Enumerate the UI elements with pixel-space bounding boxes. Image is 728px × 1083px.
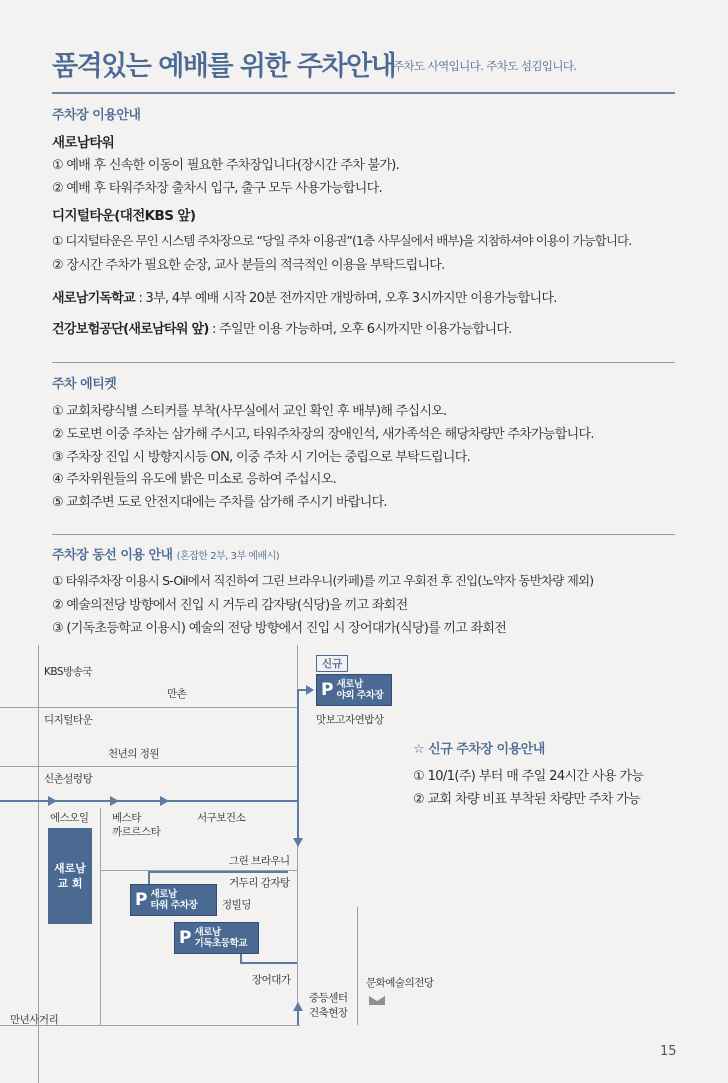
route-arrowhead-up <box>293 1002 303 1011</box>
map-label-manyeon: 만년사거리 <box>10 1014 59 1026</box>
route-line-2: ② 예술의전당 방향에서 진입 시 거두리 감자탕(식당)을 끼고 좌회전 <box>52 598 408 613</box>
etiquette-line-3: ③ 주차장 진입 시 방향지시등 ON, 이중 주차 시 기어는 중립으로 부탁드립니다. <box>52 450 471 465</box>
section-heading-route <box>52 544 279 563</box>
tower-line-1: ① 예배 후 신속한 이동이 필요한 주차장입니다(장시간 주차 불가). <box>52 158 400 173</box>
route-arrowhead-down <box>293 838 303 847</box>
tower-lot-label-1: 새로남 <box>150 889 177 900</box>
new-lot-label-2: 야외 주차장 <box>336 690 384 701</box>
map-label-soil: 에스오일 <box>50 812 89 824</box>
etiquette-line-5: ⑤ 교회주변 도로 안전지대에는 주차를 삼가해 주시기 바랍니다. <box>52 495 387 510</box>
parking-icon: P <box>321 680 334 700</box>
church-label-2: 교 회 <box>57 877 83 890</box>
page-subtitle: 주차도 사역입니다. 주차도 섬김입니다. <box>393 59 577 73</box>
digital-line-2: ② 장시간 주차가 필요한 순장, 교사 분들의 적극적인 이용을 부탁드립니다. <box>52 258 445 273</box>
parking-icon: P <box>179 928 192 948</box>
tower-title: 새로남타워 <box>52 135 115 151</box>
new-outdoor-parking <box>316 674 392 706</box>
map-label-jeongbilding: 정빌딩 <box>222 899 251 911</box>
new-lot-tag: 신규 <box>316 655 348 672</box>
etiquette-line-4: ④ 주차위원들의 유도에 밝은 미소로 응하여 주십시오. <box>52 472 336 487</box>
school-line <box>52 287 557 306</box>
route-line-1: ① 타워주차장 이용시 S-Oil에서 직진하여 그린 브라우니(카페)를 끼고 우회전 후 진입(노약자 동반차량 제외) <box>52 573 594 588</box>
route-heading-note: (혼잡한 2부, 3부 예배시) <box>176 551 280 562</box>
route-arrowhead-1 <box>48 796 57 806</box>
route-arrow-tower-entry <box>148 871 150 885</box>
route-arrow-school-h <box>240 962 297 964</box>
map-label-kbs: KBS방송국 <box>44 666 92 678</box>
route-arrow-main <box>0 800 298 802</box>
school-label: 새로남기독학교 <box>52 291 136 306</box>
map-label-digital: 디지털타운 <box>44 714 93 726</box>
section-divider-1 <box>52 362 675 363</box>
page-title: 품격있는 예배를 위한 주차안내 <box>52 51 396 82</box>
map-label-green: 그린 브라우니 <box>229 855 290 867</box>
map-label-seogu: 서구보건소 <box>197 812 246 824</box>
map-label-besta2: 까르르스타 <box>112 826 161 838</box>
map-label-manchon: 만촌 <box>167 688 187 700</box>
insurance-label: 건강보험공단(새로남타워 앞) <box>52 322 209 337</box>
section-divider-2 <box>52 534 675 535</box>
page-number: 15 <box>660 1044 677 1059</box>
map-label-jungdeung: 중등센터 <box>309 992 348 1004</box>
road-inner-vertical <box>100 808 101 1025</box>
road-h-2 <box>0 766 298 767</box>
route-heading-text: 주차장 동선 이용 안내 <box>52 548 173 563</box>
parking-icon: P <box>135 890 148 910</box>
school-lot-label-2: 기독초등학교 <box>194 938 248 949</box>
new-lot-info-line-1: ① 10/1(주) 부터 매 주일 24시간 사용 가능 <box>413 769 644 784</box>
school-lot-label-1: 새로남 <box>194 927 221 938</box>
header-divider <box>52 92 675 94</box>
church-building <box>48 828 92 924</box>
route-arrowhead-3 <box>160 796 169 806</box>
road-h-1 <box>0 707 298 708</box>
route-arrow-tower-h <box>148 871 288 873</box>
school-text: : 3부, 4부 예배 시작 20분 전까지만 개방하며, 오후 3시까지만 이용가능합니다. <box>135 291 557 306</box>
new-lot-label-1: 새로남 <box>336 679 363 690</box>
digital-title: 디지털타운(대전KBS 앞) <box>52 208 196 224</box>
church-label-1: 새로남 <box>54 862 86 875</box>
insurance-line <box>52 318 512 337</box>
etiquette-line-1: ① 교회차량식별 스티커를 부착(사무실에서 교인 확인 후 배부)해 주십시오. <box>52 404 447 419</box>
route-line-3: ③ (기독초등학교 이용시) 예술의 전당 방향에서 진입 시 장어대가(식당)를 끼고 좌회전 <box>52 621 507 636</box>
etiquette-line-2: ② 도로변 이중 주차는 삼가해 주시고, 타워주차장의 장애인석, 새가족석은 해당차량만 주차가능합니다. <box>52 427 594 442</box>
map-label-jungdeung2: 건축현장 <box>309 1007 348 1019</box>
map-label-besta: 베스타 <box>112 812 141 824</box>
tower-lot-label-2: 타워 주차장 <box>150 900 198 911</box>
route-arrow-down <box>297 690 299 840</box>
road-right-vertical <box>357 907 358 1025</box>
new-lot-info-line-2: ② 교회 차량 비표 부착된 차량만 주차 가능 <box>413 792 641 807</box>
arts-center-icon <box>368 994 386 1006</box>
new-lot-info-heading: ☆ 신규 주차장 이용안내 <box>413 742 545 757</box>
tower-parking <box>130 884 217 916</box>
map-label-geoduri: 거두리 감자탕 <box>229 877 290 889</box>
digital-line-1: ① 디지털타운은 무인 시스템 주차장으로 “당일 주차 이용권”(1층 사무실에서 배부)을 지참하셔야 이용이 가능합니다. <box>52 233 632 248</box>
map-label-sinchon: 신촌설렁탕 <box>44 773 93 785</box>
tower-line-2: ② 예배 후 타워주차장 출차시 입구, 출구 모두 사용가능합니다. <box>52 181 382 196</box>
map-label-garden: 천년의 정원 <box>108 748 160 760</box>
map-label-munhwa: 문화예술의전당 <box>366 977 434 989</box>
insurance-text: : 주일만 이용 가능하며, 오후 6시까지만 이용가능합니다. <box>208 322 512 337</box>
route-arrowhead-right <box>306 685 314 695</box>
school-parking <box>174 922 259 954</box>
section-heading-parking-info: 주차장 이용안내 <box>52 108 141 123</box>
section-heading-etiquette: 주차 에티켓 <box>52 377 117 392</box>
map-label-jangeo: 장어대가 <box>252 974 291 986</box>
route-arrowhead-2 <box>110 796 119 806</box>
map-label-matbogo: 맛보고자연밥상 <box>316 714 384 726</box>
